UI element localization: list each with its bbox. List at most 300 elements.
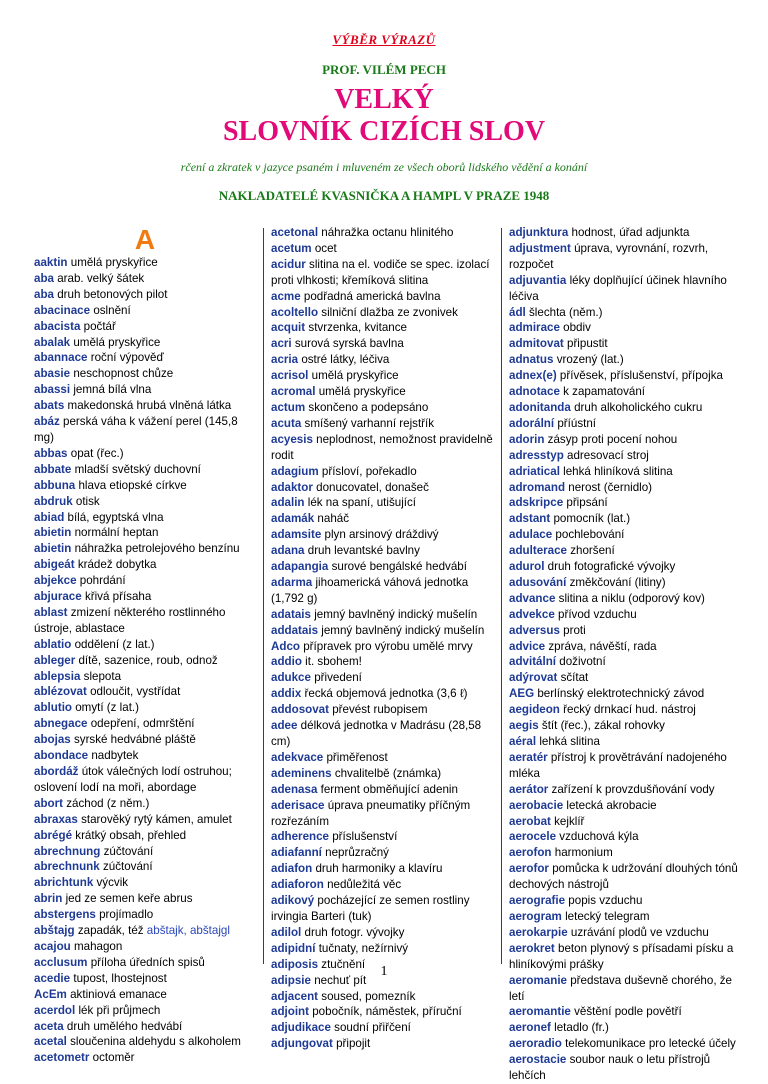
entry-headword: acquit — [271, 321, 306, 335]
dictionary-entry — [34, 764, 256, 796]
dictionary-entry — [34, 637, 256, 653]
dictionary-entry — [34, 669, 256, 685]
entry-headword: adjustment — [509, 241, 571, 255]
entry-headword: adorin — [509, 432, 545, 446]
entry-headword: acerdol — [34, 1003, 76, 1017]
entry-definition: připustit — [567, 337, 608, 351]
dictionary-entry — [34, 907, 256, 923]
entry-definition: stvrzenka, kvitance — [308, 321, 407, 335]
entry-headword: acetonal — [271, 226, 319, 239]
dictionary-entry — [271, 257, 495, 289]
entry-definition: naháč — [317, 512, 350, 526]
entry-headword: AcEm — [34, 987, 67, 1001]
dictionary-entry — [34, 287, 256, 303]
entry-headword: acidur — [271, 257, 306, 271]
entry-definition: připsání — [566, 496, 608, 510]
entry-headword: acri — [271, 337, 292, 351]
entry-headword: abietin — [34, 526, 72, 540]
dictionary-entry — [34, 478, 256, 494]
entry-definition: neprůzračný — [325, 846, 389, 860]
dictionary-entry — [509, 591, 739, 607]
dictionary-entry — [509, 607, 739, 623]
entry-headword: addix — [271, 687, 302, 701]
dictionary-entry — [34, 350, 256, 366]
entry-definition: šlechta (něm.) — [529, 305, 603, 319]
dictionary-entry — [34, 796, 256, 812]
dictionary-entry — [509, 448, 739, 464]
dictionary-entry — [271, 845, 495, 861]
entry-headword: adnatus — [509, 353, 554, 367]
entry-definition: omytí (z lat.) — [75, 701, 140, 715]
entry-definition: harmonium — [554, 846, 613, 860]
entry-definition: náhražka petrolejového benzínu — [74, 542, 240, 556]
entry-definition: zapadák, též — [77, 924, 147, 938]
entry-headword: abrichtunk — [34, 876, 94, 890]
dictionary-entry — [34, 716, 256, 732]
dictionary-entry — [509, 575, 739, 591]
entry-definition: délková jednotka v Madrásu (28,58 cm) — [271, 719, 482, 748]
entry-definition: tučnaty, nežírnivý — [318, 941, 409, 955]
entry-headword: adiposis — [271, 957, 319, 971]
entry-definition: popis vzduchu — [568, 894, 643, 908]
dictionary-entry — [271, 607, 495, 623]
entry-definition: hodnost, úřad adjunkta — [571, 226, 690, 239]
entry-definition: chvalitelbě (známka) — [334, 766, 442, 780]
dictionary-entry — [34, 891, 256, 907]
entry-definition: zmizení některého rostlinného ústroje, ablastace — [34, 605, 226, 635]
entry-headword: adulterace — [509, 544, 567, 558]
dictionary-entry — [509, 241, 739, 273]
entry-headword: adilol — [271, 925, 302, 939]
entry-definition: zásyp proti pocení nohou — [547, 432, 678, 446]
entry-definition: řecký drnkací hud. nástroj — [563, 703, 696, 717]
dictionary-entry — [34, 605, 256, 637]
dictionary-entry — [509, 845, 739, 861]
dictionary-entry — [509, 320, 739, 336]
dictionary-entry — [271, 718, 495, 750]
entry-definition: pomocník (lat.) — [553, 512, 631, 526]
entry-definition: it. sbohem! — [305, 655, 362, 669]
entry-definition: umělá pryskyřice — [73, 335, 161, 349]
dictionary-column-3 — [509, 225, 739, 1084]
publisher-line: NAKLADATELÉ KVASNIČKA A HAMPL V PRAZE 1948 — [218, 188, 550, 203]
entry-headword: adherence — [271, 830, 329, 844]
entry-headword: adiafanní — [271, 846, 322, 860]
entry-headword: acetum — [271, 241, 312, 255]
dictionary-entry — [34, 748, 256, 764]
entry-definition: donucovatel, donašeč — [316, 480, 429, 494]
dictionary-entry — [509, 750, 739, 782]
entry-headword: adiafon — [271, 862, 313, 876]
dictionary-entry — [509, 623, 739, 639]
entry-definition: změkčování (litiny) — [569, 575, 666, 589]
entry-definition: sčítat — [560, 671, 589, 685]
entry-definition: oslnění — [93, 303, 131, 317]
entry-definition: jemný bavlněný indický mušelín — [321, 623, 485, 637]
entry-definition: projímadlo — [99, 908, 154, 922]
dictionary-entry — [34, 875, 256, 891]
entry-headword: addosovat — [271, 703, 329, 717]
entry-headword: aerokret — [509, 941, 555, 955]
dictionary-entry — [34, 319, 256, 335]
dictionary-entry — [271, 320, 495, 336]
entry-headword: adonitanda — [509, 400, 571, 414]
entry-headword: adikový — [271, 894, 315, 908]
dictionary-entry — [271, 925, 495, 941]
dictionary-entry — [271, 941, 495, 957]
dictionary-entry — [509, 670, 739, 686]
entry-headword: aaktin — [34, 256, 68, 269]
entry-definition: silniční dlažba ze zvonivek — [321, 305, 458, 319]
entry-headword: abassi — [34, 383, 71, 397]
dictionary-entry — [271, 352, 495, 368]
entry-headword: admitovat — [509, 337, 564, 351]
entry-definition: lehká slitina — [539, 735, 600, 748]
entry-definition: počtář — [83, 319, 116, 333]
dictionary-entry — [509, 718, 739, 734]
entry-definition: jed ze semen keře abrus — [65, 892, 193, 906]
entry-definition: uzrávání plodů ve vzduchu — [570, 925, 709, 939]
entry-definition: mladší světský duchovní — [74, 462, 201, 476]
entry-headword: advekce — [509, 607, 555, 621]
entry-headword: ablast — [34, 605, 68, 619]
dictionary-entry — [34, 653, 256, 669]
dictionary-entry — [509, 559, 739, 575]
entry-definition: smíšený varhanní rejstřík — [304, 416, 435, 430]
entry-headword: actum — [271, 400, 306, 414]
entry-headword: aéral — [509, 735, 537, 748]
entry-headword: adalin — [271, 496, 305, 510]
entry-headword: acoltello — [271, 305, 319, 319]
entry-definition: kejklíř — [554, 814, 585, 828]
dictionary-entry — [271, 464, 495, 480]
dictionary-entry — [34, 398, 256, 414]
entry-definition: druh betonových pilot — [57, 287, 168, 301]
entry-definition: jemná bílá vlna — [73, 383, 152, 397]
dictionary-entry — [34, 844, 256, 860]
entry-headword: abalak — [34, 335, 71, 349]
entry-headword: adarma — [271, 575, 313, 589]
entry-definition: druh fotografické vývojky — [547, 560, 676, 574]
dictionary-entry — [509, 925, 739, 941]
column-divider — [263, 228, 264, 964]
entry-headword: adulace — [509, 528, 553, 542]
dictionary-entry — [509, 511, 739, 527]
entry-headword: acajou — [34, 939, 71, 953]
entry-headword: advice — [509, 639, 546, 653]
dictionary-entry — [509, 527, 739, 543]
entry-definition: léky doplňující účinek hlavního léčiva — [509, 273, 727, 303]
entry-definition: druh fotogr. vývojky — [304, 925, 405, 939]
entry-headword: abbas — [34, 446, 68, 460]
entry-headword: adapangia — [271, 560, 329, 574]
entry-definition: zhoršení — [570, 544, 615, 558]
dictionary-entry — [271, 686, 495, 702]
author-line: PROF. VILÉM PECH — [322, 62, 446, 77]
entry-headword: aerocele — [509, 830, 557, 844]
entry-headword: addio — [271, 655, 302, 669]
entry-definition: umělá pryskyřice — [318, 385, 406, 399]
entry-headword: abietin — [34, 542, 72, 556]
entry-headword: ademinens — [271, 766, 332, 780]
entry-definition: umělá pryskyřice — [311, 369, 399, 383]
dictionary-entry — [509, 798, 739, 814]
dictionary-entry — [509, 909, 739, 925]
entry-headword: acromal — [271, 385, 316, 399]
entry-definition: přívod vzduchu — [558, 607, 637, 621]
dictionary-entry — [271, 877, 495, 893]
dictionary-entry — [271, 702, 495, 718]
entry-headword: Adco — [271, 639, 300, 653]
dictionary-entry — [34, 366, 256, 382]
entry-definition: dítě, sazenice, roub, odnož — [78, 653, 218, 667]
entry-definition: útok válečných lodí ostruhou; oslovení lodí na moři, abordage — [34, 765, 232, 794]
entry-headword: AEG — [509, 687, 535, 701]
entry-definition: připojit — [336, 1037, 371, 1051]
entry-definition: zpráva, návěští, rada — [548, 639, 657, 653]
entry-headword: ádl — [509, 305, 526, 319]
entry-definition: převést rubopisem — [332, 703, 428, 717]
dictionary-entry — [509, 352, 739, 368]
entry-definition: štít (řec.), zákal rohovky — [541, 719, 665, 733]
dictionary-entry — [34, 525, 256, 541]
selection-heading: VÝBĚR VÝRAZŮ — [332, 32, 436, 47]
dictionary-entry — [34, 446, 256, 462]
entry-headword: addatais — [271, 623, 319, 637]
entry-definition: zúčtování — [103, 844, 154, 858]
entry-definition: pochlebování — [555, 528, 625, 542]
dictionary-entry — [34, 732, 256, 748]
entry-headword: abbuna — [34, 478, 76, 492]
entry-headword: adusování — [509, 575, 567, 589]
entry-definition: odloučit, vystřídat — [90, 685, 181, 699]
entry-headword: aerátor — [509, 782, 549, 796]
entry-headword: abjurace — [34, 590, 82, 604]
dictionary-entry — [34, 589, 256, 605]
entry-headword: adversus — [509, 623, 560, 637]
entry-headword: adamák — [271, 512, 315, 526]
section-letter: A — [134, 224, 156, 255]
dictionary-entry — [34, 828, 256, 844]
entry-headword: adjacent — [271, 989, 319, 1003]
entry-definition: soudní přiřčení — [334, 1021, 411, 1035]
entry-headword: adnex(e) — [509, 369, 557, 383]
entry-definition: otisk — [75, 494, 100, 508]
entry-definition: jemný bavlněný indický mušelín — [314, 607, 478, 621]
entry-headword: adromand — [509, 480, 566, 494]
dictionary-entry — [271, 432, 495, 464]
entry-definition: přivedení — [314, 671, 362, 685]
entry-definition: ferment obměňující adenin — [320, 782, 458, 796]
entry-headword: aerostacie — [509, 1053, 567, 1067]
entry-definition: letecký telegram — [565, 909, 650, 923]
dictionary-entry — [509, 480, 739, 496]
entry-definition: neplodnost, nemožnost pravidelně rodit — [271, 432, 493, 462]
dictionary-entry — [34, 1050, 256, 1066]
dictionary-entry — [509, 814, 739, 830]
entry-definition: řecká objemová jednotka (3,6 ℓ) — [304, 687, 468, 701]
entry-definition: úprava, vyrovnání, rozvrh, rozpočet — [509, 241, 709, 271]
entry-definition: letadlo (fr.) — [554, 1021, 609, 1035]
entry-definition: pobočník, náměstek, příruční — [312, 1005, 462, 1019]
entry-definition: druh levantské bavlny — [307, 544, 420, 558]
entry-headword: aerobacie — [509, 798, 564, 812]
entry-headword: admirace — [509, 321, 560, 335]
entry-headword: advance — [509, 591, 556, 605]
entry-headword: adskripce — [509, 496, 564, 510]
entry-headword: abojas — [34, 733, 71, 747]
entry-definition: představa duševně chorého, že letí — [509, 973, 733, 1003]
entry-headword: advitální — [509, 655, 557, 669]
dictionary-entry — [509, 225, 739, 241]
entry-definition: nechuť pít — [314, 973, 367, 987]
entry-headword: adukce — [271, 671, 311, 685]
entry-headword: aegis — [509, 719, 539, 733]
dictionary-entry — [271, 623, 495, 639]
entry-headword: ableger — [34, 653, 76, 667]
entry-headword: acetometr — [34, 1051, 90, 1065]
entry-headword: adiaforon — [271, 878, 324, 892]
entry-headword: aerogram — [509, 909, 562, 923]
entry-headword: aeromanie — [509, 973, 567, 987]
entry-headword: abraxas — [34, 812, 78, 826]
dictionary-entry — [271, 639, 495, 655]
entry-definition: ocet — [314, 241, 337, 255]
entry-definition: perská váha k vážení perel (145,8 mg) — [34, 415, 238, 444]
entry-definition: úprava pneumatiky příčným rozřezáním — [271, 798, 471, 828]
entry-headword: acclusum — [34, 955, 88, 969]
dictionary-entry — [509, 400, 739, 416]
entry-headword: adnotace — [509, 385, 560, 399]
dictionary-entry — [271, 798, 495, 830]
dictionary-entry — [34, 1034, 256, 1050]
entry-definition: příloha úředních spisů — [90, 955, 205, 969]
dictionary-entry — [271, 766, 495, 782]
dictionary-entry — [34, 303, 256, 319]
entry-headword: ablézovat — [34, 685, 87, 699]
entry-headword: adee — [271, 719, 298, 733]
entry-definition: umělá pryskyřice — [70, 256, 158, 269]
entry-definition: slitina a niklu (odporový kov) — [558, 591, 705, 605]
dictionary-entry — [509, 384, 739, 400]
page-number: 1 — [380, 964, 388, 979]
dictionary-entry — [271, 989, 495, 1005]
entry-headword: abrin — [34, 892, 63, 906]
dictionary-entry — [509, 1004, 739, 1020]
dictionary-entry — [509, 861, 739, 893]
entry-headword: adjungovat — [271, 1037, 333, 1051]
entry-headword: abigeát — [34, 558, 75, 572]
dictionary-entry — [271, 543, 495, 559]
entry-definition: proti — [563, 623, 586, 637]
entry-headword: aeroradio — [509, 1037, 562, 1051]
entry-definition: zúčtování — [102, 860, 153, 874]
dictionary-entry — [509, 1052, 739, 1084]
entry-headword: adaktor — [271, 480, 313, 494]
entry-definition: druh alkoholického cukru — [574, 400, 703, 414]
entry-definition: bílá, egyptská vlna — [67, 510, 164, 524]
dictionary-entry — [271, 829, 495, 845]
entry-headword: abáz — [34, 415, 60, 429]
entry-definition: beton plynový s přísadami písku a hliníkovými prášky — [509, 941, 734, 971]
entry-definition: octoměr — [92, 1051, 135, 1065]
entry-definition: plyn arsinový dráždivý — [324, 528, 439, 542]
entry-definition: makedonská hrubá vlněná látka — [67, 399, 232, 413]
entry-headword: acedie — [34, 971, 71, 985]
entry-definition: věštění podle povětří — [574, 1005, 682, 1019]
dictionary-entry — [34, 255, 256, 271]
entry-headword: abštajg — [34, 924, 75, 938]
entry-definition: telekomunikace pro letecké účely — [565, 1037, 736, 1051]
dictionary-entry — [271, 782, 495, 798]
entry-headword: acuta — [271, 416, 302, 430]
entry-definition: příústní — [557, 416, 597, 430]
entry-headword: abasie — [34, 367, 71, 381]
entry-headword: adresstyp — [509, 448, 564, 462]
entry-definition: pocházející ze semen rostliny irvingia Barteri (tuk) — [271, 894, 470, 923]
entry-definition: adresovací stroj — [567, 448, 649, 462]
entry-definition: normální heptan — [74, 526, 159, 540]
dictionary-column-2 — [271, 225, 495, 1052]
entry-headword: abiad — [34, 510, 65, 524]
entry-headword: abordáž — [34, 765, 79, 778]
dictionary-entry — [34, 812, 256, 828]
entry-headword: aeronef — [509, 1021, 551, 1035]
entry-definition: křivá přísaha — [84, 590, 152, 604]
dictionary-entry — [271, 305, 495, 321]
entry-definition: aktiniová emanace — [70, 987, 167, 1001]
entry-definition: surová syrská bavlna — [294, 337, 404, 351]
dictionary-entry — [509, 829, 739, 845]
title-line-1: VELKÝ — [334, 84, 434, 115]
entry-definition: obdiv — [563, 321, 591, 335]
dictionary-entry — [34, 335, 256, 351]
entry-definition: letecká akrobacie — [566, 798, 657, 812]
entry-definition: nadbytek — [91, 749, 139, 763]
entry-definition: druh harmoniky a klavíru — [315, 862, 443, 876]
entry-headword: adorální — [509, 416, 555, 430]
dictionary-entry — [271, 289, 495, 305]
entry-headword: abrégé — [34, 828, 73, 842]
entry-definition: sloučenina aldehydu s alkoholem — [70, 1035, 241, 1049]
entry-definition: krátký obsah, přehled — [75, 828, 187, 842]
entry-headword: abbate — [34, 462, 72, 476]
entry-headword: adriatical — [509, 464, 560, 478]
dictionary-entry — [509, 495, 739, 511]
entry-definition: soubor nauk o letu přístrojů lehčích — [509, 1053, 711, 1083]
entry-definition: podřadná americká bavlna — [303, 289, 441, 303]
entry-definition: hlava etiopské církve — [78, 478, 187, 492]
entry-headword: aerokarpie — [509, 925, 568, 939]
dictionary-entry — [271, 495, 495, 511]
dictionary-entry — [34, 684, 256, 700]
entry-headword: adipidní — [271, 941, 316, 955]
title-line-2: SLOVNÍK CIZÍCH SLOV — [222, 116, 546, 147]
entry-definition: skončeno a podepsáno — [308, 400, 429, 414]
entry-definition: syrské hedvábné pláště — [73, 733, 196, 747]
entry-headword: adjunktura — [509, 226, 569, 239]
entry-definition: vzduchová kýla — [559, 830, 639, 844]
entry-definition: oddělení (z lat.) — [74, 637, 155, 651]
dictionary-entry — [509, 654, 739, 670]
dictionary-entry — [509, 686, 739, 702]
entry-definition: příslušenství — [332, 830, 398, 844]
entry-headword: aeromantie — [509, 1005, 571, 1019]
entry-definition: nerost (černidlo) — [568, 480, 653, 494]
dictionary-entry — [271, 527, 495, 543]
entry-headword: adjudikace — [271, 1021, 331, 1035]
entry-headword: ablutio — [34, 701, 72, 715]
